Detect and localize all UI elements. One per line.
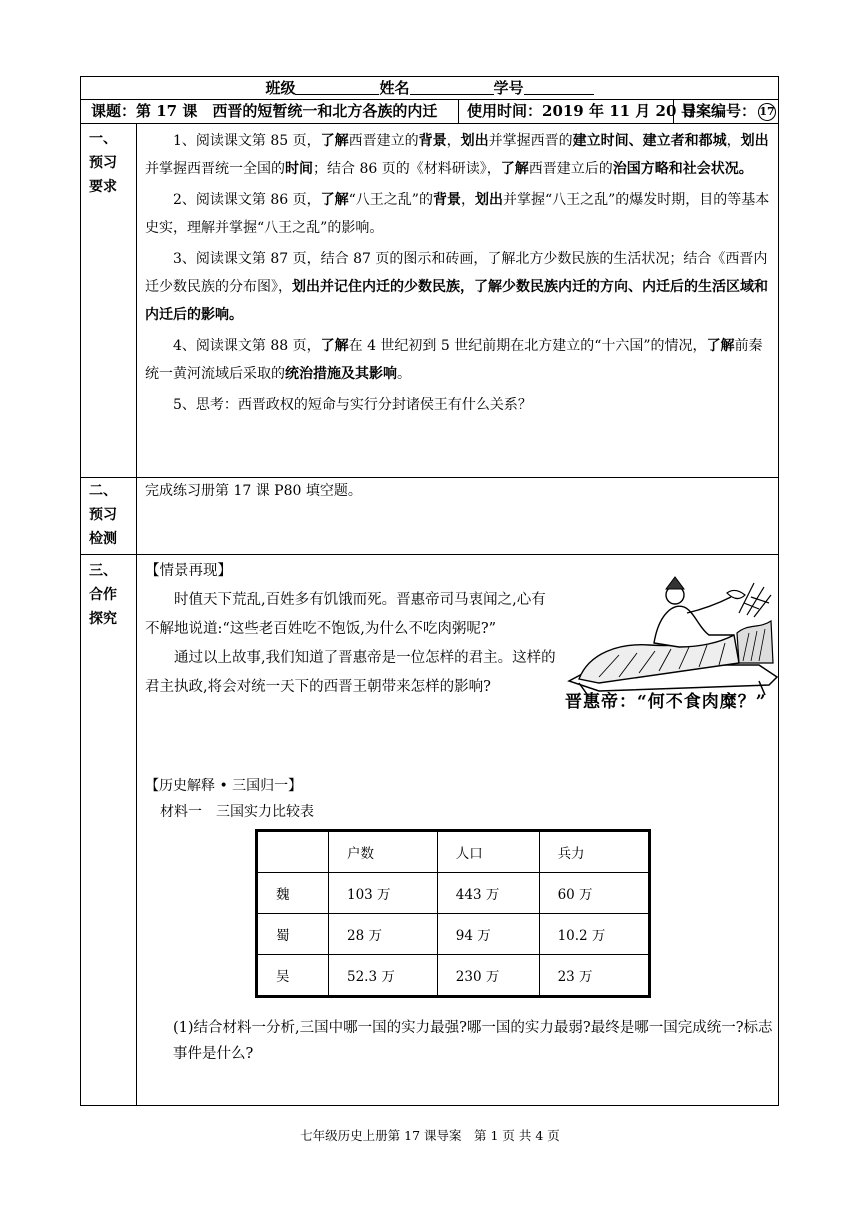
id-label: 学号 <box>493 79 524 97</box>
topic-title: 课题：第 17 课 西晋的短暂统一和北方各族的内迁 <box>91 102 438 120</box>
item-4: 4、阅读课文第 88 页，了解在 4 世纪初到 5 世纪前期在北方建立的“十六国”的情况，了解前秦统一黄河流域后采取的统治措施及其影响。 <box>145 338 763 382</box>
divider <box>81 554 778 555</box>
divider <box>81 123 778 124</box>
illustration-caption: 晋惠帝：“何不食肉糜？” <box>565 692 767 712</box>
table-cell: 吴 <box>257 955 329 997</box>
table-header-cell: 人口 <box>437 831 539 873</box>
table-cell: 94 万 <box>437 914 539 955</box>
item-5: 5、思考：西晋政权的短命与实行分封诸侯王有什么关系？ <box>173 397 532 413</box>
plan-number-badge: 17 <box>758 103 776 121</box>
table-cell: 23 万 <box>539 955 649 997</box>
section-name-line2: 检测 <box>89 531 117 547</box>
worksheet-table <box>80 76 779 1106</box>
section-number: 二、 <box>89 483 117 499</box>
name-blank[interactable] <box>410 78 494 95</box>
table-cell: 230 万 <box>437 955 539 997</box>
plan-number-label: 导案编号： <box>681 102 757 120</box>
usage-time: 使用时间：2019 年 11 月 20 日 <box>467 102 697 120</box>
table-header-cell <box>257 831 329 873</box>
table-cell: 60 万 <box>539 873 649 914</box>
student-info-row <box>81 77 778 99</box>
table-header-row <box>257 831 650 873</box>
item-3: 3、阅读课文第 87 页，结合 87 页的图示和砖画，了解北方少数民族的生活状况；结合《西晋内迁少数民族的分布图》，划出并记住内迁的少数民族，了解少数民族内迁的方向、内迁后的生活区域和内迁后的影响。 <box>145 251 768 323</box>
table-header-cell: 户数 <box>329 831 438 873</box>
scene-paragraph-2: 通过以上故事,我们知道了晋惠帝是一位怎样的君主。这样的君主执政,将会对统一天下的西晋王朝带来怎样的影响? <box>145 650 556 695</box>
section-number: 三、 <box>89 563 117 579</box>
column-divider <box>136 123 137 1106</box>
question-1: (1)结合材料一分析,三国中哪一国的实力最强?哪一国的实力最弱?最终是哪一国完成统一?标志事件是什么? <box>173 1020 773 1062</box>
item-1: 1、阅读课文第 85 页，了解西晋建立的背景，划出并掌握西晋的建立时间、建立者和都城，划出并掌握西晋统一全国的时间；结合 86 页的《材料研读》，了解西晋建立后的治国方略和社会状况。 <box>145 133 769 177</box>
table-cell: 103 万 <box>329 873 438 914</box>
material-title: 材料一 三国实力比较表 <box>160 804 314 820</box>
three-kingdoms-table <box>255 829 651 998</box>
scene-story <box>145 557 557 702</box>
table-cell: 10.2 万 <box>539 914 649 955</box>
table-header-cell: 兵力 <box>539 831 649 873</box>
class-blank[interactable] <box>295 78 379 95</box>
table-cell: 52.3 万 <box>329 955 438 997</box>
page-footer: 七年级历史上册第 17 课导案 第 1 页 共 4 页 <box>300 1128 560 1143</box>
class-label: 班级 <box>265 79 296 97</box>
section1-label <box>89 127 133 199</box>
item-2: 2、阅读课文第 86 页，了解“八王之乱”的背景，划出并掌握“八王之乱”的爆发时期，目的等基本史实，理解并掌握“八王之乱”的影响。 <box>145 192 770 236</box>
section3-label <box>89 559 133 631</box>
table-cell: 28 万 <box>329 914 438 955</box>
scene-paragraph-1: 时值天下荒乱,百姓多有饥饿而死。晋惠帝司马衷闻之,心有不解地说道:“这些老百姓吃不饱饭,为什么不吃肉粥呢?” <box>145 592 546 637</box>
name-label: 姓名 <box>379 79 410 97</box>
section1-content <box>145 127 775 419</box>
section-name-line2: 要求 <box>89 179 117 195</box>
scene-title: 【情景再现】 <box>145 563 232 579</box>
section-number: 一、 <box>89 131 117 147</box>
section2-content: 完成练习册第 17 课 P80 填空题。 <box>145 483 362 499</box>
table-cell: 蜀 <box>257 914 329 955</box>
divider <box>458 99 459 123</box>
table-cell: 魏 <box>257 873 329 914</box>
divider <box>673 99 674 123</box>
plan-number <box>681 99 776 123</box>
section2-label <box>89 479 133 551</box>
table-row <box>257 873 650 914</box>
table-row <box>257 955 650 997</box>
table-row <box>257 914 650 955</box>
history-title: 【历史解释 • 三国归一】 <box>145 778 303 794</box>
section-name-line1: 预习 <box>89 155 117 171</box>
history-section <box>145 773 314 825</box>
section-name-line2: 探究 <box>89 611 117 627</box>
section-name-line1: 合作 <box>89 587 117 603</box>
id-blank[interactable] <box>524 78 594 95</box>
section-name-line1: 预习 <box>89 507 117 523</box>
table-cell: 443 万 <box>437 873 539 914</box>
